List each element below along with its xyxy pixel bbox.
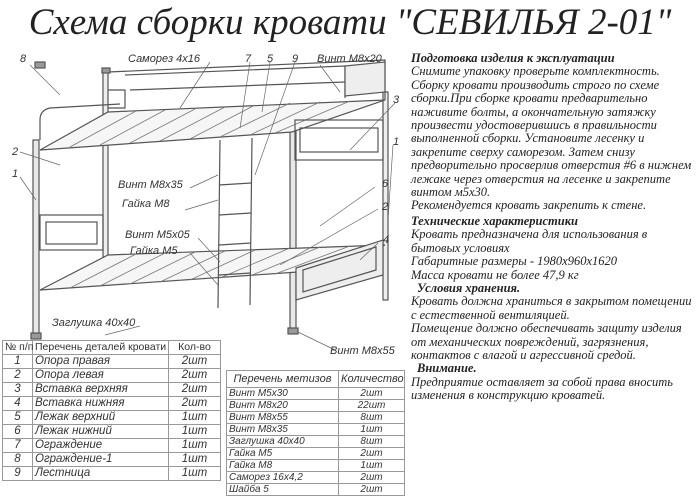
cell-quantity: 1шт [169, 425, 221, 439]
cell-number: 5 [3, 411, 33, 425]
cell-quantity: 2шт [169, 369, 221, 383]
cell-part-name: Лежак нижний [33, 425, 169, 439]
cell-number: 1 [3, 355, 33, 369]
cell-hardware-quantity: 2шт [339, 388, 405, 400]
prep-recommend: Рекомендуется кровать закрепить к стене. [411, 198, 647, 213]
cell-part-name: Опора левая [33, 369, 169, 383]
label-7: 7 [245, 53, 252, 65]
cell-hardware-quantity: 8шт [339, 436, 405, 448]
table-row [227, 472, 405, 484]
label-5: 5 [267, 53, 274, 65]
tech-mass: Масса кровати не более 47,9 кг [411, 267, 579, 282]
cell-hardware-quantity: 2шт [339, 484, 405, 496]
cell-part-name: Вставка нижняя [33, 397, 169, 411]
bed-frame-drawing [20, 60, 395, 350]
cell-hardware-quantity: 2шт [339, 448, 405, 460]
label-3: 3 [393, 94, 400, 106]
label-gaika-m8: Гайка М8 [122, 198, 170, 210]
attention-heading: Внимание. [417, 361, 477, 376]
cell-quantity: 1шт [169, 411, 221, 425]
storage-heading: Условия хранения. [417, 280, 521, 295]
table-row [3, 453, 221, 467]
bunk-bed-assembly-diagram [0, 48, 410, 363]
cell-hardware-name: Винт М8х20 [227, 400, 339, 412]
table-row [3, 369, 221, 383]
cell-part-name: Опора правая [33, 355, 169, 369]
cell-part-name: Ограждение [33, 439, 169, 453]
cell-number: 8 [3, 453, 33, 467]
cell-hardware-quantity: 22шт [339, 400, 405, 412]
cell-part-name: Лестница [33, 467, 169, 481]
table-row [227, 460, 405, 472]
parts-table [2, 340, 221, 481]
post-back-right [383, 92, 388, 300]
table-row [3, 355, 221, 369]
post-back-left [103, 72, 108, 284]
cell-hardware-name: Винт М5х30 [227, 388, 339, 400]
cell-hardware-quantity: 1шт [339, 460, 405, 472]
ladder [218, 138, 252, 308]
col-number: № п/п [3, 341, 33, 355]
hardware-table [226, 370, 405, 496]
hardware-table-header [227, 371, 405, 388]
table-row [3, 425, 221, 439]
label-vint-m8x20: Винт М8х20 [317, 53, 382, 65]
cell-quantity: 1шт [169, 453, 221, 467]
prep-heading: Подготовка изделия к эксплуатации [411, 51, 615, 65]
page-title: Схема сборки кровати "СЕВИЛЬЯ 2-01" [28, 2, 672, 43]
cell-hardware-name: Заглушка 40х40 [227, 436, 339, 448]
table-row [227, 400, 405, 412]
label-samorez: Саморез 4х16 [128, 53, 200, 65]
label-6: 6 [382, 178, 389, 190]
cell-quantity: 2шт [169, 397, 221, 411]
cell-quantity: 1шт [169, 467, 221, 481]
label-vint-m8x35: Винт М8х35 [118, 179, 183, 191]
cell-number: 4 [3, 397, 33, 411]
label-8: 8 [20, 53, 27, 65]
tech-heading: Технические характеристики [411, 213, 578, 228]
cell-hardware-quantity: 1шт [339, 424, 405, 436]
cell-number: 3 [3, 383, 33, 397]
label-2-upper: 2 [12, 146, 19, 158]
cell-number: 7 [3, 439, 33, 453]
prep-text: Снимите упаковку проверьте комплектность. Сборку кровати производить строго по схеме сборки.При сборке кровати предварительно наживите болты, а окончательную затяжку произвести удостоверившись в правильности выполненной сборки. Установите лесенку и закрепите сверху саморезом. Затем снизу предворительно просверлив отверстия #6 в нижнем лежаке через отверстия на лесенке и закрепите винтом м5х30. [411, 64, 692, 200]
upper-deck [40, 100, 385, 150]
cell-hardware-name: Саморез 16х4,2 [227, 472, 339, 484]
cell-hardware-name: Винт М8х35 [227, 424, 339, 436]
instructions-text [411, 52, 698, 403]
col-hardware-name: Перечень метизов [227, 371, 339, 388]
parts-table-header [3, 341, 221, 355]
cell-hardware-name: Гайка М5 [227, 448, 339, 460]
table-row [227, 436, 405, 448]
diagram-labels [11, 53, 400, 357]
table-row [227, 388, 405, 400]
label-9: 9 [292, 53, 299, 65]
cell-hardware-name: Гайка М8 [227, 460, 339, 472]
label-gaika-m5: Гайка М5 [130, 245, 178, 257]
tech-dims: Габаритные размеры - 1980х960х1620 [411, 254, 618, 269]
cell-hardware-quantity: 2шт [339, 472, 405, 484]
cell-quantity: 2шт [169, 383, 221, 397]
table-row [3, 439, 221, 453]
cell-part-name: Ограждение-1 [33, 453, 169, 467]
table-row [227, 412, 405, 424]
cell-hardware-name: Винт М8х55 [227, 412, 339, 424]
table-row [3, 411, 221, 425]
attention-text: Предприятие оставляет за собой права вносить изменения в конструкцию кроватей. [411, 374, 673, 403]
table-row [227, 448, 405, 460]
cell-part-name: Лежак верхний [33, 411, 169, 425]
col-quantity: Кол-во [169, 341, 221, 355]
cell-number: 2 [3, 369, 33, 383]
label-1-left: 1 [12, 168, 19, 180]
table-row [3, 467, 221, 481]
label-vint-m5x05: Винт М5х05 [125, 229, 190, 241]
table-row [3, 383, 221, 397]
post-front-left [33, 140, 39, 335]
col-part-name: Перечень деталей кровати [33, 341, 169, 355]
cell-hardware-name: Шайба 5 [227, 484, 339, 496]
cell-hardware-quantity: 8шт [339, 412, 405, 424]
table-row [227, 484, 405, 496]
label-4: 4 [383, 234, 390, 246]
cell-number: 6 [3, 425, 33, 439]
label-vint-m8x55: Винт М8х55 [330, 345, 395, 357]
cell-number: 9 [3, 467, 33, 481]
label-2-lower: 2 [382, 201, 389, 213]
table-row [3, 397, 221, 411]
storage-text-2: Помещение должно обеспечивать защиту изделия от механических повреждений, загрязнения, контактов с влагой и агрессивной средой. [411, 321, 682, 362]
cell-quantity: 1шт [169, 439, 221, 453]
cell-quantity: 2шт [169, 355, 221, 369]
col-hardware-quantity: Количество [339, 371, 405, 388]
label-zaglushka: Заглушка 40х40 [52, 317, 136, 329]
cell-part-name: Вставка верхняя [33, 383, 169, 397]
storage-text-1: Кровать должна храниться в закрытом помещении с естественной вентиляцией. [411, 294, 692, 322]
label-1-right: 1 [393, 136, 400, 148]
tech-purpose: Кровать предназначена для использования в бытовых условиях [411, 227, 648, 255]
table-row [227, 424, 405, 436]
